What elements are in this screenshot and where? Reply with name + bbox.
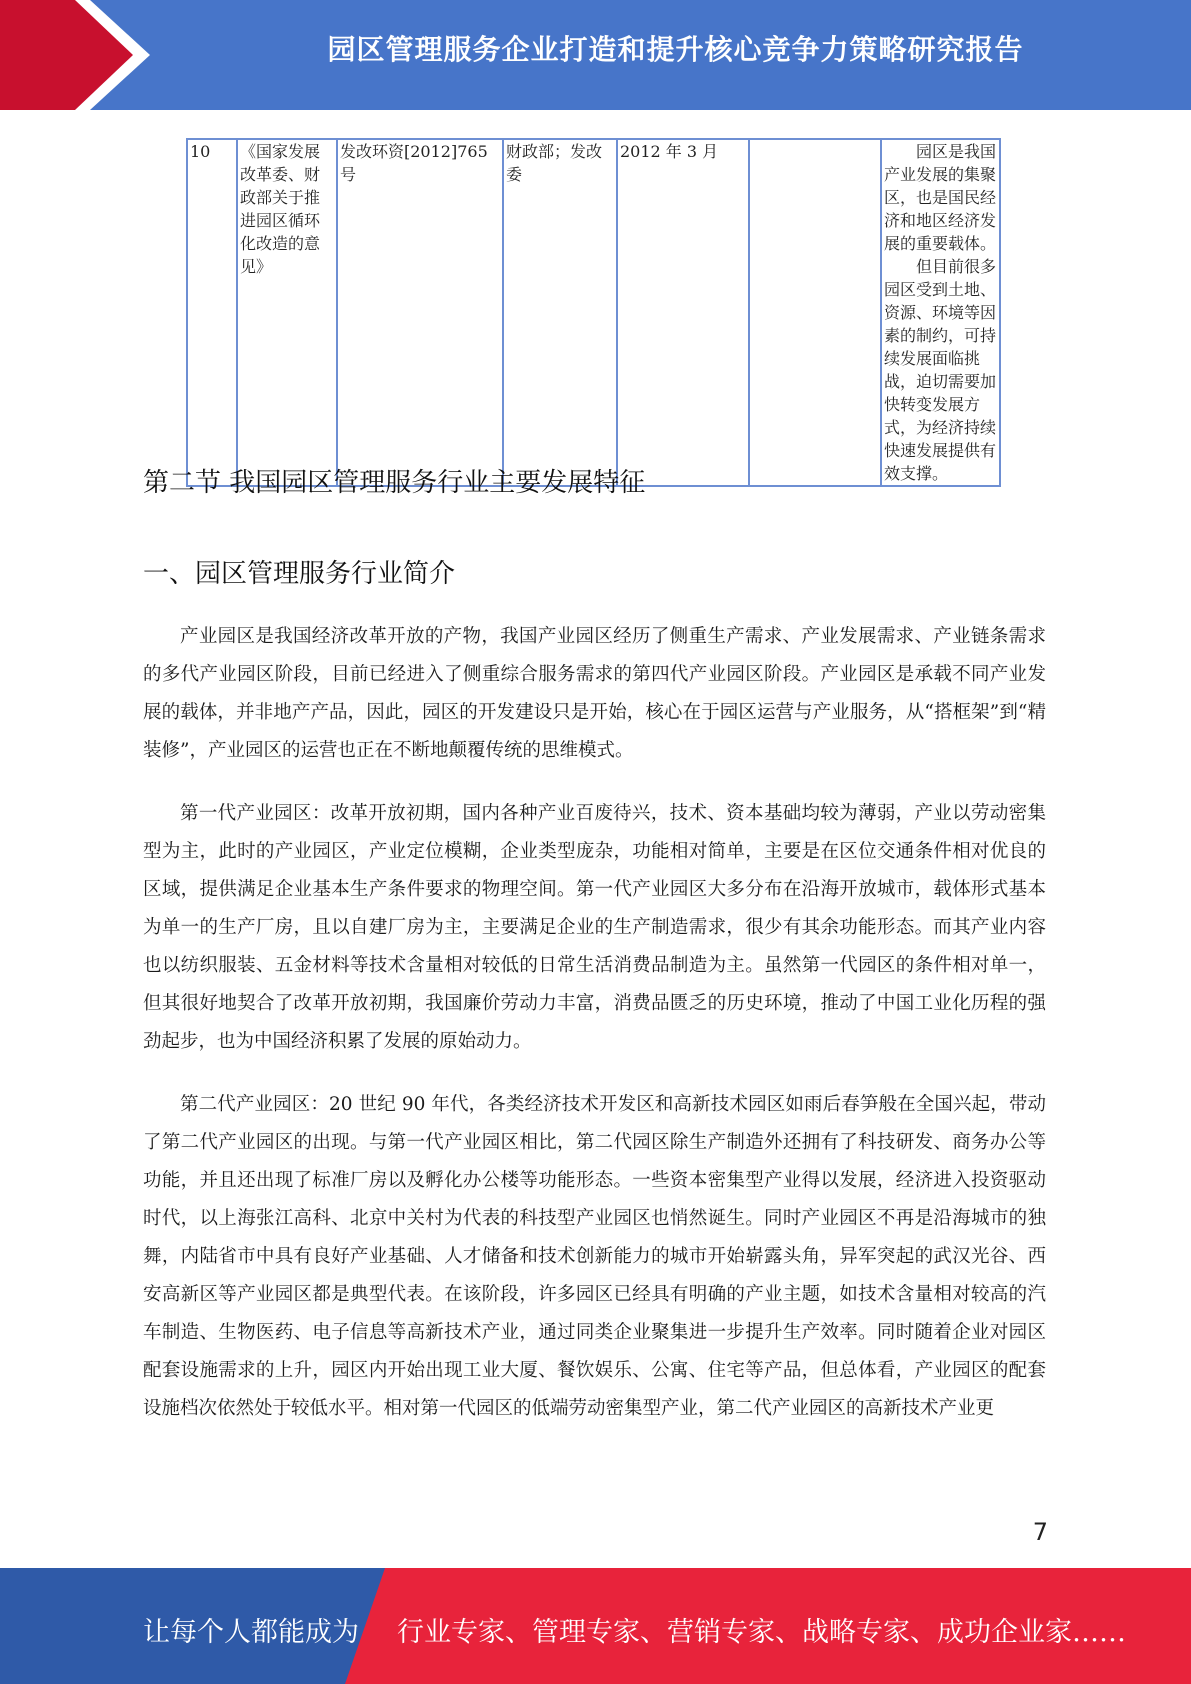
body-text [143,618,1046,1453]
table-cell-title: 《国家发展改革委、财政部关于推进园区循环化改造的意见》 [237,139,337,486]
page-number: 7 [1032,1518,1048,1546]
page-footer [0,1568,1191,1684]
footer-slogan-left: 让每个人都能成为 [143,1617,359,1648]
summary-paragraph: 园区是我国产业发展的集聚区，也是国民经济和地区经济发展的重要载体。 [884,142,997,253]
table-row [187,139,1000,486]
policy-table [186,138,1001,487]
table-cell-issuer: 财政部；发改委 [503,139,617,486]
footer-slogan-right: 行业专家、管理专家、营销专家、战略专家、成功企业家…… [397,1617,1126,1648]
subsection-heading: 一、园区管理服务行业简介 [143,559,456,589]
table-cell-summary [881,139,1000,486]
paragraph: 第一代产业园区：改革开放初期，国内各种产业百废待兴，技术、资本基础均较为薄弱，产业以劳动密集型为主，此时的产业园区，产业定位模糊，企业类型庞杂，功能相对简单，主要是在区位交通条件相对优良的区域，提供满足企业基本生产条件要求的物理空间。第一代产业园区大多分布在沿海开放城市，载体形式基本为单一的生产厂房，且以自建厂房为主，主要满足企业的生产制造需求，很少有其余功能形态。而其产业内容也以纺织服装、五金材料等技术含量相对较低的日常生活消费品制造为主。虽然第一代园区的条件相对单一，但其很好地契合了改革开放初期，我国廉价劳动力丰富，消费品匮乏的历史环境，推动了中国工业化历程的强劲起步，也为中国经济积累了发展的原始动力。 [143,803,1046,1052]
summary-paragraph: 但目前很多园区受到土地、资源、环境等因素的制约，可持续发展面临挑战，迫切需要加快转变发展方式，为经济持续快速发展提供有效支撑。 [884,257,997,483]
table-cell-date: 2012 年 3 月 [617,139,749,486]
section-heading: 第二节 我国园区管理服务行业主要发展特征 [143,468,646,498]
page-header [0,0,1191,110]
table-cell-blank [749,139,881,486]
table-cell-no: 10 [187,139,237,486]
paragraph: 产业园区是我国经济改革开放的产物，我国产业园区经历了侧重生产需求、产业发展需求、产业链条需求的多代产业园区阶段，目前已经进入了侧重综合服务需求的第四代产业园区阶段。产业园区是承载不同产业发展的载体，并非地产产品，因此，园区的开发建设只是开始，核心在于园区运营与产业服务，从“搭框架”到“精装修”，产业园区的运营也正在不断地颠覆传统的思维模式。 [143,626,1046,761]
report-title: 园区管理服务企业打造和提升核心竞争力策略研究报告 [327,33,1024,66]
table-cell-doc-number: 发改环资[2012]765号 [337,139,503,486]
paragraph: 第二代产业园区：20 世纪 90 年代，各类经济技术开发区和高新技术园区如雨后春笋般在全国兴起，带动了第二代产业园区的出现。与第一代产业园区相比，第二代园区除生产制造外还拥有了科技研发、商务办公等功能，并且还出现了标准厂房以及孵化办公楼等功能形态。一些资本密集型产业得以发展，经济进入投资驱动时代，以上海张江高科、北京中关村为代表的科技型产业园区也悄然诞生。同时产业园区不再是沿海城市的独舞，内陆省市中具有良好产业基础、人才储备和技术创新能力的城市开始崭露头角，异军突起的武汉光谷、西安高新区等产业园区都是典型代表。在该阶段，许多园区已经具有明确的产业主题，如技术含量相对较高的汽车制造、生物医药、电子信息等高新技术产业，通过同类企业聚集进一步提升生产效率。同时随着企业对园区配套设施需求的上升，园区内开始出现工业大厦、餐饮娱乐、公寓、住宅等产品，但总体看，产业园区的配套设施档次依然处于较低水平。相对第一代园区的低端劳动密集型产业，第二代产业园区的高新技术产业更 [143,1094,1046,1419]
chevron-arrow-icon [0,0,160,110]
